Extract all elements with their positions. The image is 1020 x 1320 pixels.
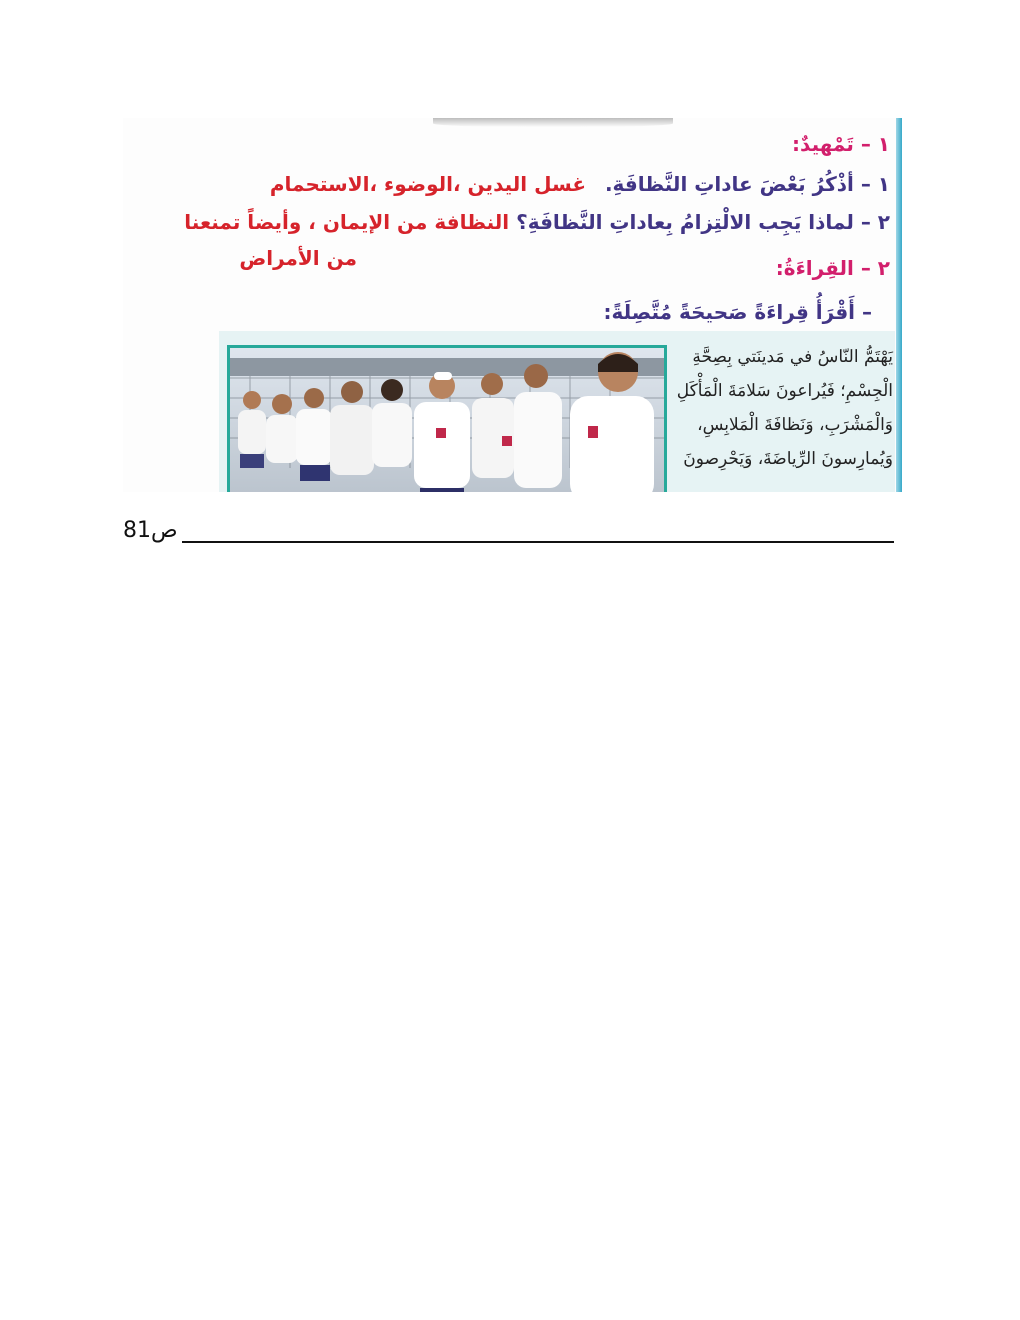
question-1-prompt: ١ – أذْكُرُ بَعْضَ عاداتِ النَّظافَةِ. bbox=[604, 172, 890, 196]
question-2-answer-line1: النظافة من الإيمان ، وأيضاً تمنعنا bbox=[184, 210, 510, 234]
reading-line-1: يَهْتَمُّ النّاسُ في مَدينَتي بِصِحَّةِ bbox=[692, 347, 893, 367]
page-fold-shadow bbox=[433, 118, 673, 127]
reading-passage bbox=[675, 340, 893, 476]
question-2-prompt: ٢ – لماذا يَجِب الالْتِزامُ بِعاداتِ النَّظافَةِ؟ bbox=[516, 210, 890, 234]
question-1-answer: غسل اليدين ،الوضوء ،الاستحمام bbox=[269, 172, 586, 196]
underline-rule bbox=[182, 541, 894, 543]
reading-line-4: وَيُمارِسونَ الرِّياضَةَ، وَيَحْرِصونَ bbox=[683, 449, 893, 469]
page-reference: ص81 bbox=[123, 518, 178, 543]
section1-title: ١ – تَمْهيدٌ: bbox=[792, 132, 890, 156]
question-2-answer-line2: من الأمراض bbox=[239, 246, 357, 270]
runners-photo-icon bbox=[230, 348, 664, 492]
runners-photo bbox=[227, 345, 667, 492]
reading-line-2: الْجِسْمِ؛ فَيُراعونَ سَلامَةَ الْمَأْكَلِ bbox=[676, 381, 893, 401]
question-2 bbox=[184, 210, 890, 234]
question-1 bbox=[270, 172, 890, 196]
section2-title: ٢ – القِراءَةُ: bbox=[775, 256, 890, 280]
worksheet-scan bbox=[123, 118, 902, 492]
reading-line-3: وَالْمَشْرَبِ، وَنَظافَةَ الْمَلابِسِ، bbox=[697, 415, 893, 435]
reading-instruction: – أَقْرَأُ قِراءَةً صَحيحَةً مُتَّصِلَةً: bbox=[603, 300, 872, 324]
page-edge-stripe bbox=[896, 118, 902, 492]
